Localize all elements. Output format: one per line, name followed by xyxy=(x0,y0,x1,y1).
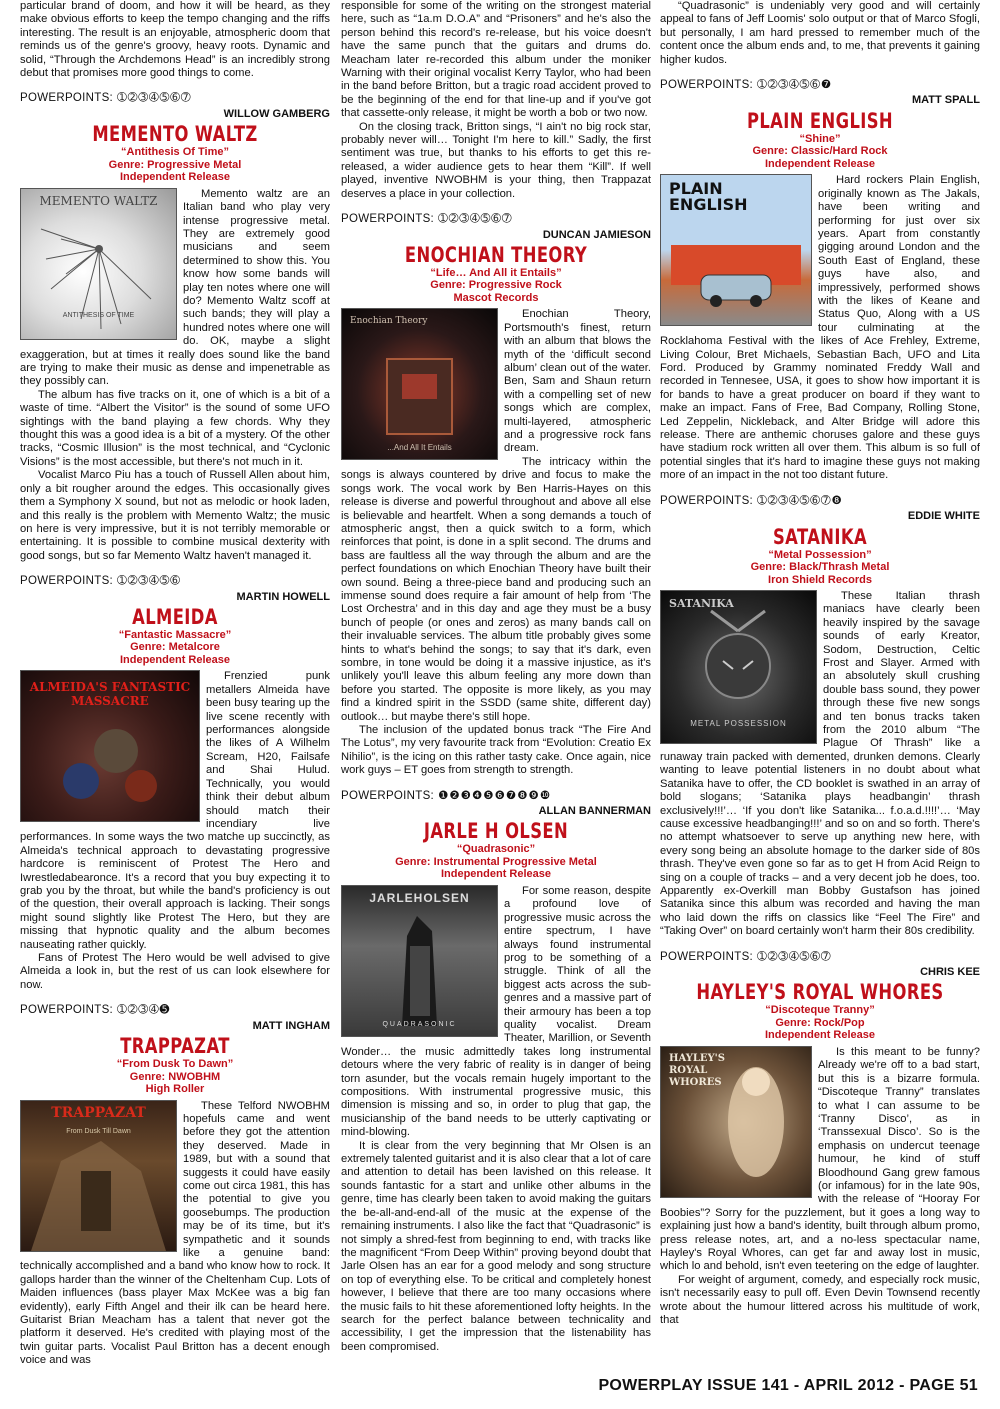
powerpoints: POWERPOINTS: ➀➁➂➃➄➅➆ xyxy=(341,213,513,226)
album-cover-trappazat xyxy=(20,1100,177,1252)
record-label: Independent Release xyxy=(440,868,552,881)
genre: Genre: Classic/Hard Rock xyxy=(752,145,888,158)
cover-title: MEMENTO WALTZ xyxy=(39,193,158,208)
cover-art xyxy=(342,309,497,459)
review-paragraph: These Telford NWOBHM hopefuls came and went before they got the attention they deserved. Made in 1989, but with a sound that suggests it could have easily come out circa 1981, this has the potential to give you goosebumps. The production may be of its time, but it's sympathetic and it sounds like a genuine band: technically accomplished and a band who know how to rock. It gallops harder than the winner of the Cheltenham Cup. Lots of Maiden influences (bass player Max McKee was a big fan evidently), early Fifth Angel and their ilk can be heard here. Guitarist Brian Meacham has a talent that never got the platform it deserved. He's credited with playing most of the twin guitar parts. Vocalist Paul Britton has a decent enough voice and was xyxy=(20,1099,330,1367)
review-paragraph: Hard rockers Plain English, originally known as The Jakals, have been writing and performing for just over six years. Apart from constantly gigging around London and the South East of England, these guys have also, and impressively, performed shows with the likes of Keane and Status Quo, Along with a US tour culminating at the Rocklahoma Festival with the likes of Ace Frehley, Extreme, Living Colour, Bret Michaels, Sebastian Bach, UFO and Lita Ford. Produced by Grammy nominated Freddy Wall and recorded in Tennesee, USA, it goes to show how important it is for bands to have a great producer on board if they want to make an impact. Fans of Free, Bad Company, Rolling Stone, Led Zeppelin, Nickleback, and Alter Bridge will adore this release. There are anthemic choruses galore and these guys have stadium rock written all over them. This album is so full of potential singles that it's hard to imagine these guys not making more of an impact in the not too distant future. xyxy=(660,174,980,482)
trappazat-review-ending: responsible for some of the writing on the strongest material here, such as “1a.m D.O.A” and “Prisoners” and he's also the person behind this record's re-release, but his voice doesn't have the same punch that the guitars and drums do. Meacham later re-recorded this album under the moniker Warning with their original vocalist Kerry Taylor, who had been in the band before Britton, but a tragic road accident proved to be the beginning of the end for that line-up and if you've got that cassette-only release, it might be worth a bob or two now. xyxy=(341,0,651,120)
review-paragraph: Fans of Protest The Hero would be well advised to give Almeida a look in, but the rest of us can look elsewhere for now. xyxy=(20,951,330,991)
reviewer-name: ALLAN BANNERMAN xyxy=(538,805,651,818)
band-name: ALMEIDA xyxy=(132,604,218,629)
cover-title: ALMEIDA'S FANTASTIC MASSACRE xyxy=(29,680,191,708)
powerpoints: POWERPOINTS: ➀➁➂➃➄➅❼ xyxy=(660,79,833,92)
reviewer-name: MARTIN HOWELL xyxy=(236,590,330,603)
review-heading xyxy=(341,244,651,305)
review-paragraph: Is this meant to be funny? Already we're off to a bad start, but this is a bizarre formula. “Discoteque Tranny” translates to what I can assume to be ‘Tranny Disco’, as in ‘Transsexual Disco’. So is the emphasis on undercut teenage humour, he kind of stuff Bloodhound Gang grew famous (or infamous) for in the late 90s, with the release of “Hooray For Boobies”? Sorry for the puzzlement, but it goes a long way to explaining just how a band's identity, built through album promo, press release notes, art, and a no-less spectacular name, Hayley's Royal Whores, can get far and away lost in music, which lo and behold, isn't even teetering on the edge of laughter. xyxy=(660,1045,980,1273)
record-label: Mascot Records xyxy=(453,291,539,304)
rating-dots: ➀➁➂➃➄➅➆ xyxy=(438,213,513,226)
rating-dots: ➀➁➂➃➄➅ xyxy=(117,575,181,588)
cover-title: Enochian Theory xyxy=(350,316,428,327)
album-cover-jarle-h-olsen xyxy=(341,885,498,1037)
review-heading xyxy=(20,123,330,184)
cover-title: HAYLEY'S ROYAL WHORES xyxy=(669,1052,725,1088)
rating-dots: ➀➁➂➃➄➅➆ xyxy=(757,950,832,963)
album-title: “Life… And All it Entails” xyxy=(430,266,562,279)
cover-title: TRAPPAZAT xyxy=(51,1104,146,1121)
powerpoints: POWERPOINTS: ➀➁➂➃➄➅ xyxy=(20,575,181,588)
record-label: Independent Release xyxy=(119,171,231,184)
band-name: SATANIKA xyxy=(772,524,868,549)
reviewer-name: WILLOW GAMBERG xyxy=(223,107,330,120)
album-cover-hayleys-royal-whores xyxy=(660,1046,812,1198)
review-paragraph: For weight of argument, comedy, and especially rock music, isn't necessarily easy to pull off. Even Devin Townsend recently wrote about the humour littered across his multitude of work, that xyxy=(660,1273,980,1326)
band-name: ENOCHIAN THEORY xyxy=(404,242,588,267)
page-footer: POWERPLAY ISSUE 141 - APRIL 2012 - PAGE 51 xyxy=(598,1377,978,1394)
powerpoints: POWERPOINTS: ➀➁➂➃➎ xyxy=(20,1004,171,1017)
cover-subtitle: ...And All It Entails xyxy=(387,443,452,453)
cover-subtitle: QUADRASONIC xyxy=(382,1020,457,1028)
band-name: JARLE H OLSEN xyxy=(423,819,569,844)
album-title: “Shine” xyxy=(799,132,841,145)
review-paragraph: Memento waltz are an Italian band who play very intense progressive metal. They are extremely good musicians and seem determined to show this. You know how some bands will play ten notes where one will do? Memento Waltz scoff at such bands; they will play a hundred notes where one will do. OK, maybe a slight exaggeration, but at times it really does sound like the band are trying to make their music as dense and impenetrable as they possibly can. xyxy=(20,187,330,388)
genre: Genre: NWOBHM xyxy=(129,1070,221,1083)
review-heading xyxy=(660,526,980,587)
reviewer-name: DUNCAN JAMIESON xyxy=(542,228,651,241)
jarle-review-ending: “Quadrasonic” is undeniably very good and will certainly appeal to fans of Jeff Loomis' solo output or that of Marco Sfogli, but personally, I am hard pressed to remember much of the content once the album ends and, to me, that prevents it gaining higher kudos. xyxy=(660,0,980,66)
album-title: “From Dusk To Dawn” xyxy=(116,1058,234,1070)
review-paragraph: These Italian thrash maniacs have clearly been heavily inspired by the savage sounds of early Kreator, Sodom, Destruction, Celtic Frost and Slayer. Armed with an absolutely skull crushing double bass sound, they power through these five new songs and ten bonus tracks taken from the 2010 album “The Plague Of Thrash” like a runaway train packed with demented, drunken demons. Clearly wanting to leave potential listeners in no doubt about what Satanika have to offer, the CD booklet is swathed in an array of bold slogans; ‘Satanika plays headbangin’ thrash exclusively!!!’… ‘If you don't like Satanika... f.o.a.d.!!!!’… ‘May cause excessive headbanging!!!’ and so on and so forth. There's no attempt whatsoever to serve up anything new here, with every song being an absolute homage to the darker side of 80s thrash. They've even gone so far as to get H from Acid Reign to sing on a couple of tracks – and a very decent job he does, too. Apparently ex-Overkill man Bobby Gustafson has joined Satanika since this album was recorded and having the man who laid down the riffs on classics like “Feel The Fire” and “Taking Over” on board certainly won't harm their 80s credibility. xyxy=(660,590,980,938)
trappazat-review-ending: On the closing track, Britton sings, “I ain't no big rock star, probably never will… Tonight I'm here to kill.” Sadly, the first sentiment was true, but thanks to his efforts to get this re-released, a wider audience gets to hear them “Kill”. If well played, inventive NWOBHM is your thing, then Trappazat deserves a place in your collection. xyxy=(341,120,651,200)
cover-art xyxy=(21,1101,176,1251)
album-title: “Fantastic Massacre” xyxy=(118,628,232,641)
column-2 xyxy=(341,0,651,1354)
review-heading xyxy=(660,110,980,171)
rating-dots: ❶❷❸❹❺❻❼❽❾❿ xyxy=(438,789,552,802)
cover-subtitle: METAL POSSESSION xyxy=(690,719,787,728)
album-cover-plain-english xyxy=(660,174,812,326)
column-1 xyxy=(20,0,330,1368)
record-label: Independent Release xyxy=(764,1029,876,1042)
powerpoints: POWERPOINTS: ➀➁➂➃➄➅➆ xyxy=(660,950,832,963)
album-cover-memento-waltz xyxy=(20,188,177,340)
powerpoints: POWERPOINTS: ➀➁➂➃➄➅➆ xyxy=(20,92,192,105)
review-paragraph: The inclusion of the updated bonus track “The Fire And The Lotus”, my very favourite track from “Evolution: Creatio Ex Nihilio”, is the icing on this rather tasty cake. Once again, nice work guys – ET goes from strength to strength. xyxy=(341,724,651,777)
record-label: Iron Shield Records xyxy=(768,573,872,586)
powerpoints: POWERPOINTS: ❶❷❸❹❺❻❼❽❾❿ xyxy=(341,789,552,802)
album-cover-enochian-theory xyxy=(341,308,498,460)
review-paragraph: Enochian Theory, Portsmouth's finest, return with an album that blows the myth of the ‘difficult second album’ clean out of the water. Ben, Sam and Shaun return with a compelling set of new songs which are complex, multi-layered, atmospheric and a progressive rock fans dream. xyxy=(504,308,651,455)
cover-title: PLAIN ENGLISH xyxy=(669,179,748,215)
genre: Genre: Progressive Metal xyxy=(108,158,242,171)
review-paragraph: It is clear from the very beginning that Mr Olsen is an extremely talented guitarist and it is also clear that a lot of care and attention to detail has been lavished on this release. It sounds fantastic for a start and unlike other albums in the genre, time has clearly been taken to avoid making the guitars the be-all-and-end-all of the music at the expense of the remaining instruments. I also like the fact that “Quadrasonic” is not simply a shred-fest from beginning to end, with tracks like the magnificent “From Deep Within” proving beyond doubt that Jarle Olsen has an ear for a good melody and song structure on top of everything else. To be critical and completely honest however, I believe that there are too many occasions where the music fails to hit these aforementioned lofty heights. In the search for the perfect balance between technicality and accessibility, I get the impression that the listenability has been compromised. xyxy=(341,1139,651,1353)
cover-subtitle: From Dusk Till Dawn xyxy=(66,1127,131,1135)
review-paragraph: Frenzied punk metallers Almeida have been busy tearing up the live scene recently with performances alongside the likes of A Wilhelm Scream, H20, Failsafe and Shai Hulud. Technically, you would think their debut album should match their incendiary live performances. In some ways the two matche up succinctly, as Almeida's technical approach to devastating progressive hardcore is reminiscent of Protest The Hero and Iwrestledabearonce. It's a record that you buy expecting it to grab you by the throat, but while the band's proficiency is out of the question, their overall approach is lacking. Their songs might sound slightly like Protest The Hero, but they are missing that hypnotic quality and the album becomes nauseating rather quickly. xyxy=(20,670,330,951)
rating-dots: ➀➁➂➃➄➅➆❽ xyxy=(757,494,843,507)
album-cover-almeida xyxy=(20,670,200,822)
genre: Genre: Black/Thrash Metal xyxy=(750,561,890,573)
genre: Genre: Progressive Rock xyxy=(430,279,562,292)
genre: Genre: Rock/Pop xyxy=(775,1016,865,1029)
review-heading xyxy=(20,1035,330,1096)
record-label: High Roller xyxy=(145,1083,205,1095)
band-name: HAYLEY'S ROYAL WHORES xyxy=(696,980,944,1005)
cover-title: JARLEHOLSEN xyxy=(369,890,470,905)
cover-title: SATANIKA xyxy=(669,597,734,610)
rating-dots: ➀➁➂➃➄➅❼ xyxy=(757,79,833,92)
band-name: TRAPPAZAT xyxy=(120,1034,230,1058)
album-title: “Quadrasonic” xyxy=(456,843,536,856)
genre: Genre: Metalcore xyxy=(130,641,220,654)
review-heading xyxy=(20,606,330,667)
reviewer-name: EDDIE WHITE xyxy=(907,510,980,523)
album-title: “Metal Possession” xyxy=(768,548,872,561)
rating-dots: ➀➁➂➃➄➅➆ xyxy=(117,92,192,105)
cover-art xyxy=(342,886,497,1036)
review-heading xyxy=(660,981,980,1042)
cover-subtitle: ANTITHESIS OF TIME xyxy=(62,311,135,319)
album-title: “Discoteque Tranny” xyxy=(765,1004,875,1017)
album-title: “Antithesis Of Time” xyxy=(121,146,229,159)
band-name: PLAIN ENGLISH xyxy=(746,108,894,133)
record-label: Independent Release xyxy=(764,157,876,170)
band-name: MEMENTO WALTZ xyxy=(92,122,258,147)
review-paragraph: Vocalist Marco Piu has a touch of Russell Allen about him, only a bit rougher around the edges. This occasionally gives them a Symphony X sound, but not as melodic or hook laden, and this really is the problem with Memento Waltz; the music on here is very impressive, but it is not terribly memorable or entertaining. It is possible to combine musical dexterity with good songs, but so far Memento Waltz haven't managed it. xyxy=(20,469,330,562)
reviewer-name: CHRIS KEE xyxy=(920,965,980,978)
review-paragraph: The intricacy within the songs is always countered by drive and focus to make the songs work. The vocal work by Ben Harris-Hayes on this release is diverse and powerful throughout and above all else is believable and heartfelt. When a song demands a touch of atmospheric angst, then a quick switch to a form, which reinforces that point, is done in a split second. The drums and bass are faultless all the way through the album and are the perfect foundations on which Enochian Theory have built their own sound. Being a three-piece band and producing such an immense sound does require a fair amount of help from ‘The Lost Orchestra’ and in this day and age they must be a busy bunch of people (or ones and zeros) as many bands call on their invaluable services. The album title probably gives some hints to what's behind the songs; to say that it's dark, even sombre, in tone would be doing it a massive injustice, as it's unlikely you'll leave this album feeling any more down than before you started. The opposite is more likely, as you may find a kindred spirit in the SSDD (same shite, different day) outlook… but maybe there's still hope. xyxy=(341,455,651,723)
rating-dots: ➀➁➂➃➎ xyxy=(117,1004,171,1017)
review-paragraph: For some reason, despite a profound love of progressive music across the entire spectrum, I have always found instrumental prog to be something of a struggle. Think of all the biggest acts across the sub-genres and a massive part of their armoury has been a top quality vocalist. Dream Theater, Marillion, or Seventh Wonder… the music admittedly takes long instrumental detours where the very fabric of reality is in danger of being torn asunder, but the vocals remain hugely important to the compositions. With instrumental progressive music, this dimension is missing and so, in order to plug that gap, the musicianship of the band needs to be utterly captivating or mind-blowing. xyxy=(341,884,651,1139)
reviewer-name: MATT SPALL xyxy=(911,94,980,107)
album-cover-satanika xyxy=(660,590,817,744)
column-3 xyxy=(660,0,980,1327)
doom-review-ending: particular brand of doom, and how it will be heard, as they make obvious efforts to keep the tempo changing and the riffs interesting. The result is an enjoyable, atmospheric doom that reminds us of the genre's groovy, heavy roots. Dynamic and solid, “Through the Archdemons Head” is an incredibly strong debut that promises more good things to come. xyxy=(20,0,330,80)
review-paragraph: The album has five tracks on it, one of which is a bit of a waste of time. “Albert the Visitor” is the sound of some UFO sightings with the band playing a few chords. Why they thought this was a good idea is a bit of a mystery. Of the other tracks, “Cosmic Illusion” is the most technical, and “Cyclonic Visions” is the most accessible, but there's not much in it. xyxy=(20,388,330,468)
review-heading xyxy=(341,820,651,881)
genre: Genre: Instrumental Progressive Metal xyxy=(395,855,597,868)
powerpoints: POWERPOINTS: ➀➁➂➃➄➅➆❽ xyxy=(660,494,843,507)
reviewer-name: MATT INGHAM xyxy=(252,1019,330,1032)
record-label: Independent Release xyxy=(119,653,231,666)
